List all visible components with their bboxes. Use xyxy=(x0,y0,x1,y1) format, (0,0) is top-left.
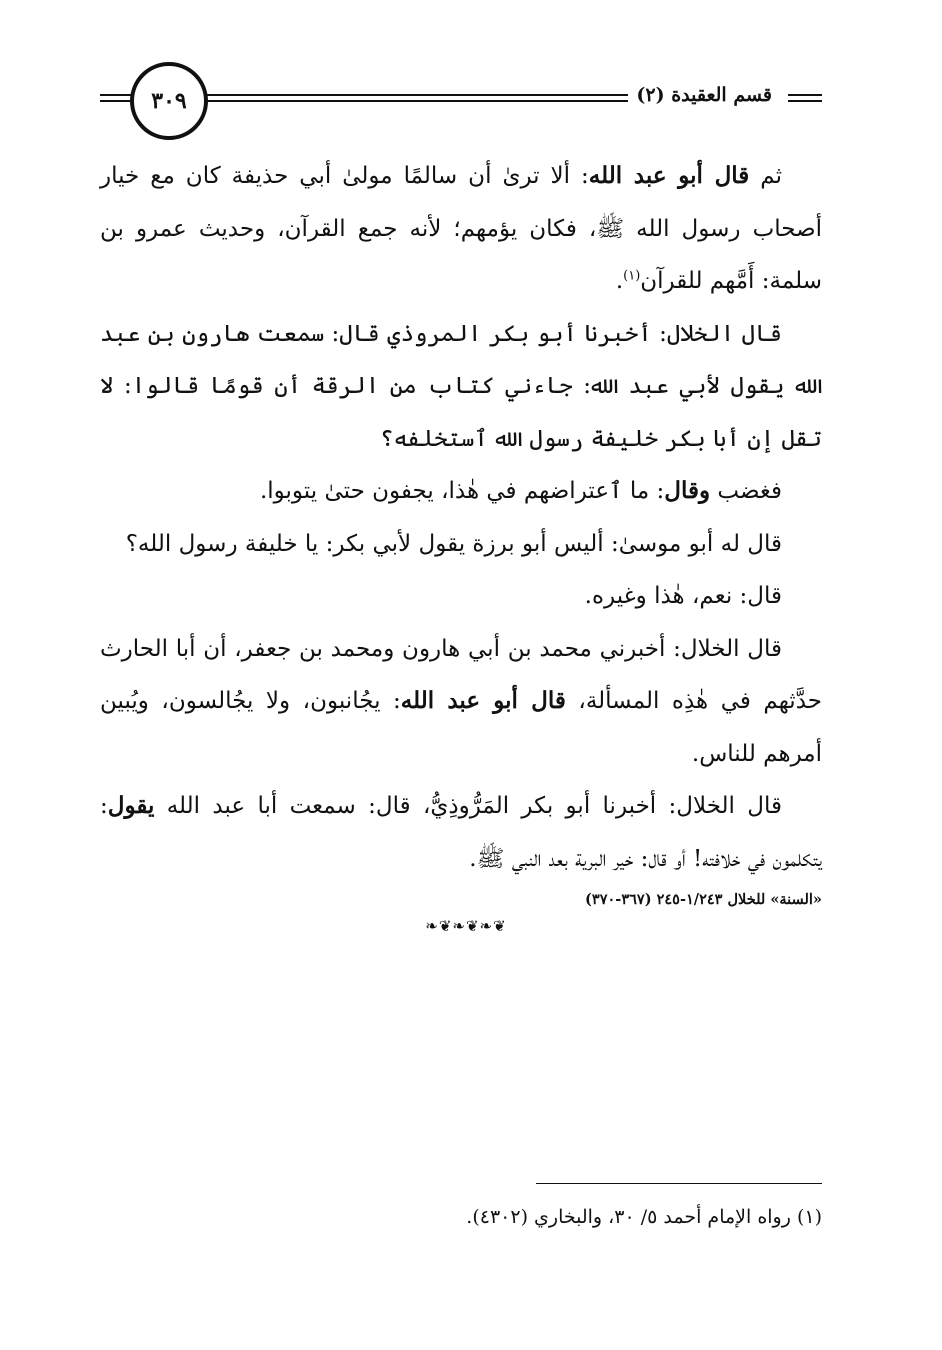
paragraph-7-bold: يقول xyxy=(107,792,155,819)
paragraph-5: قال: نعم، هٰذا وغيره. xyxy=(584,583,782,609)
paragraph-6-text: : يجُانبون، ولا يجُالسون، ويُبين أمرهم للناس. xyxy=(100,688,822,767)
running-title: قسم العقيدة (٢) xyxy=(628,84,780,106)
paragraph-3-bold: وقال xyxy=(664,477,711,504)
page-header xyxy=(100,62,822,142)
paragraph-7-text: : يتكلمون في خلافته! أو قال: خير البرية بعد النبي ﷺ. xyxy=(100,793,822,872)
paragraph-2: قال الخلال: أخبرنا أبو بكر المروذي قال: سمعت هارون بن عبد الله يقول لأبي عبد الله: جاءني كتاب من الرقة أن قومًا قالوا: لا تقل إن أبا بكر خليفة رسول الله ٱستخلفه؟ xyxy=(100,320,822,452)
footnote-reference[interactable]: (١) xyxy=(623,268,641,284)
ornament-flourish-icon: ❧❦❧❦❧❦ xyxy=(425,917,507,935)
paragraph-7-lead: قال الخلال: أخبرنا أبو بكر المَرُّوذِيُّ، قال: سمعت أبا عبد الله xyxy=(154,793,782,819)
paragraph-4: قال له أبو موسىٰ: أليس أبو برزة يقول لأبي بكر: يا خليفة رسول الله؟ xyxy=(125,530,782,557)
paragraph-3-lead: فغضب xyxy=(710,478,782,504)
paragraph-3 xyxy=(100,465,822,518)
paragraph-6-bold: قال أبو عبد الله xyxy=(400,687,566,714)
source-citation: «السنة» للخلال ١/٢٤٣-٢٤٥ (٣٦٧-٣٧٠) xyxy=(585,891,822,908)
header-rule-right-bottom xyxy=(788,100,822,102)
header-rule-bottom xyxy=(180,100,672,102)
paragraph-3-text: : ما ٱعتراضهم في هٰذا، يجفون حتىٰ يتوبوا. xyxy=(259,478,665,504)
paragraph-1-end: . xyxy=(615,268,624,294)
section-ornament xyxy=(366,914,566,938)
paragraph-7 xyxy=(100,780,822,885)
paragraph-6-lead: قال الخلال: أخبرني محمد بن أبي هارون ومحمد بن جعفر، أن أبا الحارث حدَّثهم في هٰذِه المسألة، xyxy=(100,635,822,714)
footnote: (١) رواه الإمام أحمد ٥/ ٣٠، والبخاري (٤٣٠٢). xyxy=(466,1206,822,1228)
page-number: ٣٠٩ xyxy=(130,62,208,140)
header-rule-right-top xyxy=(788,94,822,96)
paragraph-1-bold: قال أبو عبد الله xyxy=(588,162,750,189)
footnote-separator xyxy=(536,1183,822,1184)
paragraph-1-text: : ألا ترىٰ أن سالمًا مولىٰ أبي حذيفة كان مع خيار أصحاب رسول الله ﷺ، فكان يؤمهم؛ لأنه جمع القرآن، وحديث عمرو بن سلمة: أَمَّهم للقرآن xyxy=(100,163,822,294)
paragraph-1 xyxy=(100,150,822,308)
header-rule-top xyxy=(180,94,672,96)
main-text xyxy=(100,150,822,911)
paragraph-6 xyxy=(100,623,822,781)
paragraph-1-lead: ثم xyxy=(749,163,782,189)
